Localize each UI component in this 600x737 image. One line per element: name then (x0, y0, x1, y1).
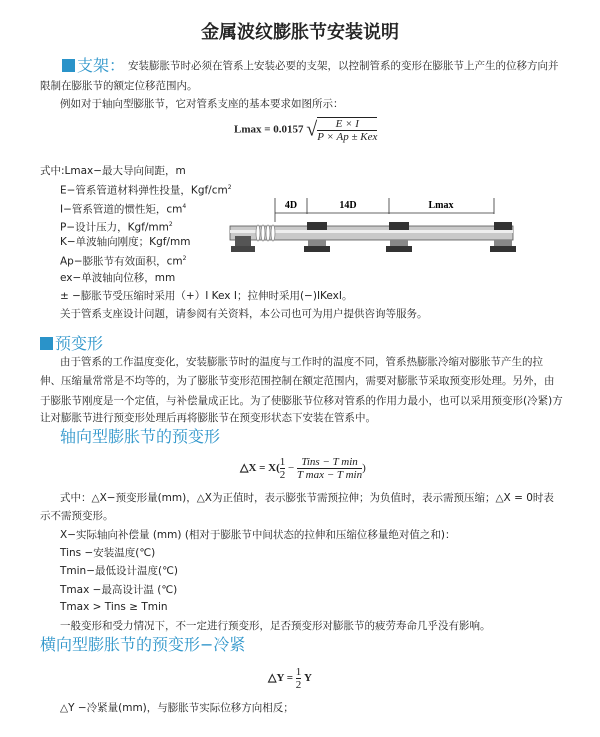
label-lmax: Lmax (428, 200, 454, 211)
axial-line-5: Tmin−最低设计温度(℃) (60, 565, 178, 577)
lmax-formula: Lmax = 0.0157 √ $\frac{E \times I}{\text{P × Ap ± Kex}}$ (234, 118, 378, 143)
support-note: 关于管系支座设计问题，请参阅有关资料，本公司也可为用户提供咨询等服务。 (60, 308, 428, 320)
axial-line-1: 式中：△X−预变形量(mm)，△X为正值时，表示膨张节需预拉伸；为负值时，表示需预压缩；△X = 0时表 (60, 492, 554, 504)
def-i: I−管系管道的惯性矩，$cm^4$ (60, 203, 187, 216)
formula-lhs: Lmax = 0.0157 (234, 123, 304, 136)
label-4d: 4D (284, 200, 298, 211)
predeform-heading: 预变形 (40, 334, 103, 354)
support-example: 例如对于轴向型膨胀节，它对管系支座的基本要求如图所示： (60, 98, 344, 110)
axial-heading: 轴向型膨胀节的预变形 (60, 427, 221, 446)
label-14d: 14D (339, 200, 357, 211)
def-ap: Ap−膨胀节有效面积，$cm^2$ (60, 255, 187, 268)
axial-line-3: X−实际轴向补偿量 (mm) (相对于膨胀节中间状态的拉伸和压缩位移量绝对值之和)： (60, 529, 456, 541)
support-intro-2: 限制在膨胀节的额定位移范围内。 (40, 80, 198, 92)
axial-formula: △X = X( $\frac{1}{2}$ − $\frac{\text{Tins − T min}}{\text{T max − T min}}$ ) (240, 456, 366, 481)
page-title: 金属波纹膨胀节安装说明 (201, 22, 399, 43)
square-bullet-icon (62, 59, 75, 72)
defs-intro: 式中:Lmax−最大导向间距，m (40, 165, 186, 177)
predeform-para-4: 让对膨胀节进行预变形处理后再将膨胀节在预变形状态下安装在管系中。 (40, 412, 376, 424)
def-k: K−单波轴向刚度；Kgf/mm (60, 236, 191, 248)
pipe-support-diagram (228, 192, 518, 262)
def-p: P−设计压力，Kgf/$mm^2$ (60, 221, 173, 234)
lateral-line: △Y −冷紧量(mm)，与膨胀节实际位移方向相反； (60, 702, 294, 714)
support-heading-text: 支架： (77, 56, 126, 75)
lateral-heading: 横向型膨胀节的预变形−冷紧 (40, 635, 246, 654)
def-e: E−管系管道材料弹性投量，Kgf/$cm^2$ (60, 184, 232, 197)
predeform-para-2: 伸、压缩量常常是不均等的，为了膨胀节变形范围控制在额定范围内，需要对膨胀节采取预变形处理。另外，由 (40, 375, 555, 387)
formula-denominator: P × Ap ± Kex (317, 131, 378, 143)
axial-line-8: 一般变形和受力情况下，不一定进行预变形，足否预变形对膨胀节的疲劳寿命几乎没有影响。 (60, 620, 491, 632)
formula-numerator: E × I (317, 118, 377, 131)
axial-line-2: 示不需预变形。 (40, 510, 114, 522)
support-heading (62, 56, 125, 76)
predeform-para-3: 于膨胀节刚度是一个定值，与补偿量成正比。为了使膨胀节位移对管系的作用力最小，也可以采用预变形(冷紧)方 (40, 395, 563, 407)
def-pm: ± −膨胀节受压缩时采用（+）I Kex I；拉伸时采用(−)IKexI。 (60, 290, 353, 302)
axial-line-4: Tins −安装温度(℃) (60, 547, 156, 559)
def-ex: ex−单波轴向位移，mm (60, 272, 176, 284)
axial-line-7: Tmax > Tins ≥ Tmin (60, 601, 168, 613)
support-intro-1: 安装膨胀节时必须在管系上安装必要的支架，以控制管系的变形在膨胀节上产生的位移方向并 (128, 60, 559, 72)
square-bullet-icon (40, 337, 53, 350)
axial-line-6: Tmax −最高设计温 (℃) (60, 584, 178, 596)
predeform-para-1: 由于管系的工作温度变化，安装膨胀节时的温度与工作时的温度不同，管系热膨胀冷缩对膨胀节产生的拉 (60, 356, 543, 368)
lateral-formula: △Y = $\frac{1}{2}$ Y (268, 666, 312, 691)
